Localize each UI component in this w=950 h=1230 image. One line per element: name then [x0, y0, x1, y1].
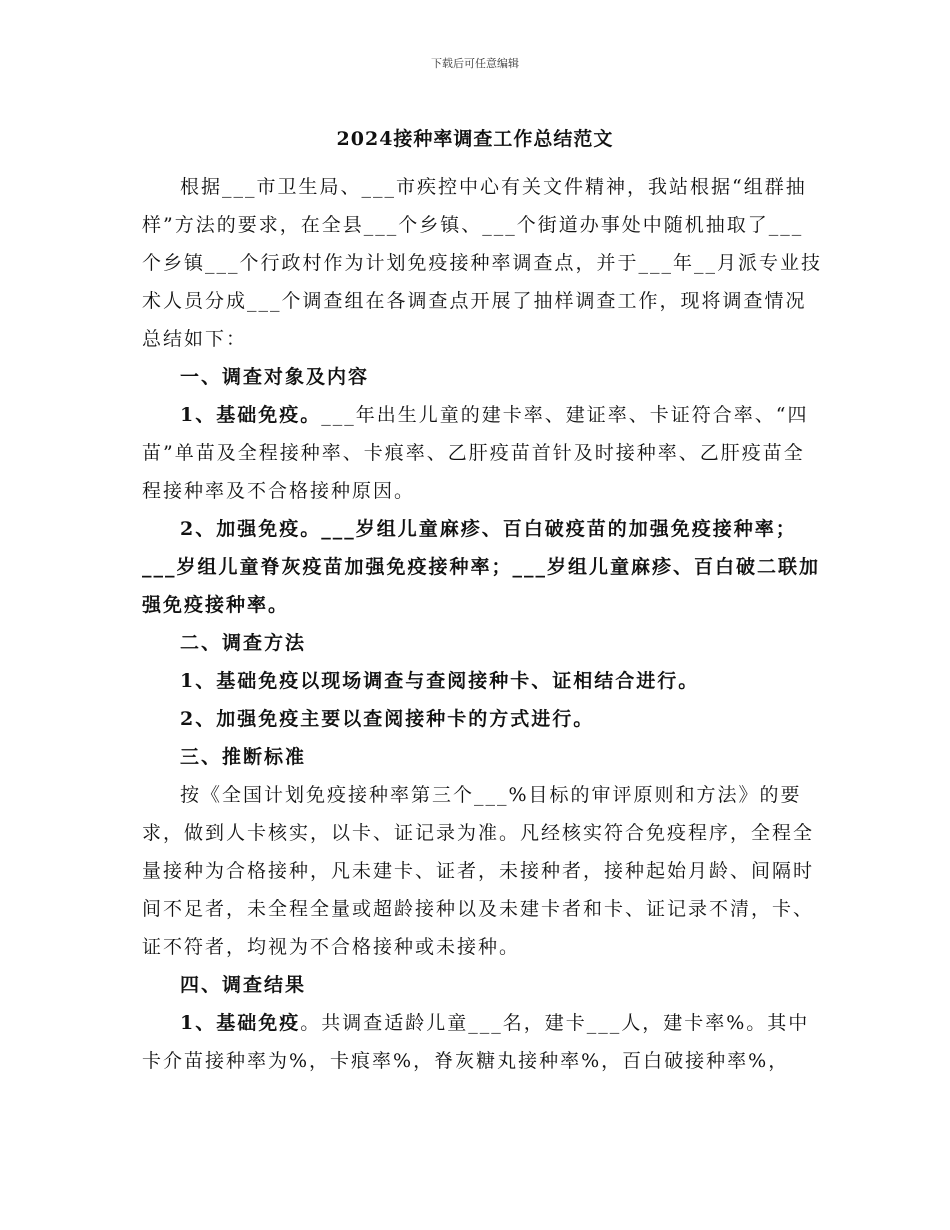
section-heading-3: 三、推断标准: [180, 746, 307, 768]
section2-paragraph-1: 1、基础免疫以现场调查与查阅接种卡、证相结合进行。: [180, 670, 700, 692]
section1-p1-lead: 1、基础免疫。: [180, 404, 322, 426]
section2-paragraph-2: 2、加强免疫主要以查阅接种卡的方式进行。: [180, 708, 595, 730]
document-title: 2024接种率调查工作总结范文: [336, 128, 614, 150]
section-heading-1: 一、调查对象及内容: [180, 366, 370, 388]
section1-p1-text: ___年出生儿童的建卡率、建证率、卡证符合率、“四苗”单苗及全程接种率、卡痕率、乙肝疫苗首针及时接种率、乙肝疫苗全程接种率及不合格接种原因。: [142, 404, 809, 502]
section1-paragraph-2: 2、加强免疫。___岁组儿童麻疹、百白破疫苗的加强免疫接种率；___岁组儿童脊灰疫苗加强免疫接种率；___岁组儿童麻疹、百白破二联加强免疫接种率。: [142, 518, 821, 616]
section4-p1-text: 。共调查适龄儿童___名，建卡___人，建卡率%。其中卡介苗接种率为%，卡痕率%，脊灰糖丸接种率%，百白破接种率%，: [142, 1012, 810, 1072]
header-note: 下载后可任意编辑: [431, 57, 519, 70]
document-body: [142, 168, 822, 1080]
section-heading-2: 二、调查方法: [180, 632, 307, 654]
section3-paragraph-1: 按《全国计划免疫接种率第三个___%目标的审评原则和方法》的要求，做到人卡核实，以卡、证记录为准。凡经核实符合免疫程序，全程全量接种为合格接种，凡未建卡、证者，未接种者，接种起始月龄、间隔时间不足者，未全程全量或超龄接种以及未建卡者和卡、证记录不清，卡、证不符者，均视为不合格接种或未接种。: [142, 784, 815, 958]
intro-paragraph: 根据___市卫生局、___市疾控中心有关文件精神，我站根据“组群抽样”方法的要求，在全县___个乡镇、___个街道办事处中随机抽取了___个乡镇___个行政村作为计划免疫接种率调查点，并于___年__月派专业技术人员分成___个调查组在各调查点开展了抽样调查工作，现将调查情况总结如下：: [142, 176, 823, 350]
section1-paragraph-1: [142, 396, 822, 510]
section-heading-4: 四、调查结果: [180, 974, 307, 996]
section4-p1-lead: 1、基础免疫: [180, 1012, 301, 1034]
section4-paragraph-1: [142, 1004, 822, 1080]
